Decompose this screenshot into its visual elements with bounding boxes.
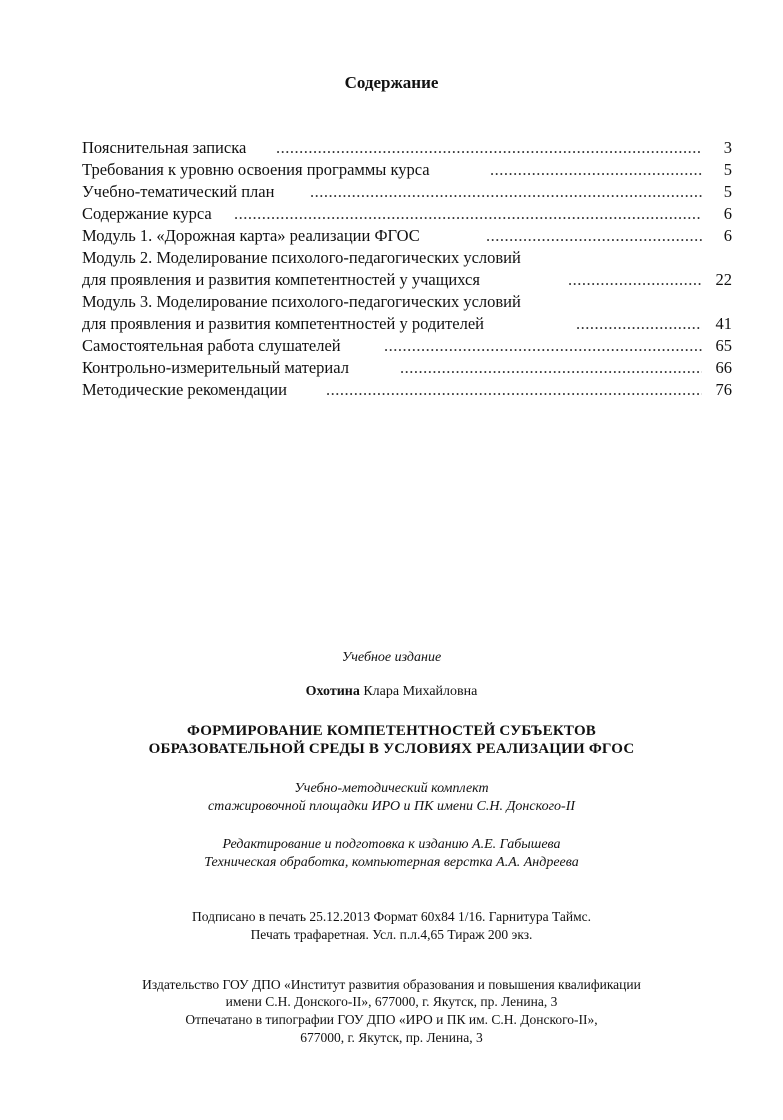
- toc-entry-text: Содержание курса: [82, 204, 212, 223]
- toc-entry-page: 65: [715, 336, 732, 355]
- author-name: Клара Михайловна: [363, 684, 478, 699]
- book-title-line2: ОБРАЗОВАТЕЛЬНОЙ СРЕДЫ В УСЛОВИЯХ РЕАЛИЗАЦИИ ФГОС: [148, 741, 635, 757]
- publisher-line2: имени С.Н. Донского-II», 677000, г. Якутск, пр. Ленина, 3: [225, 994, 558, 1009]
- dot-leader: [310, 181, 702, 203]
- toc-entry: [82, 313, 732, 335]
- editing-credit: Редактирование и подготовка к изданию А.Е. Габышева: [222, 837, 561, 852]
- toc-entry-text: Модуль 3. Моделирование психолого-педагогических условий: [82, 292, 521, 311]
- printer-line1: Отпечатано в типографии ГОУ ДПО «ИРО и ПК им. С.Н. Донского-II»,: [185, 1012, 598, 1027]
- book-subtitle-line1: Учебно-методический комплект: [294, 781, 489, 796]
- toc-entry-page: 5: [723, 160, 732, 179]
- toc-entry: [82, 357, 732, 379]
- toc-entry-text: Требования к уровню освоения программы курса: [82, 160, 430, 179]
- toc-entry-text: Модуль 1. «Дорожная карта» реализации ФГОС: [82, 226, 420, 245]
- toc-entry-text: Контрольно-измерительный материал: [82, 358, 349, 377]
- toc-entry: [82, 137, 732, 159]
- toc-entry-page: 66: [715, 358, 732, 377]
- dot-leader: [400, 357, 702, 379]
- dot-leader: [486, 225, 702, 247]
- toc-entry: [82, 269, 732, 291]
- book-title-line1: ФОРМИРОВАНИЕ КОМПЕТЕНТНОСТЕЙ СУБЪЕКТОВ: [186, 723, 597, 739]
- dot-leader: [384, 335, 702, 357]
- toc-entry-text: Методические рекомендации: [82, 380, 287, 399]
- toc-entry: [82, 247, 732, 269]
- toc-entry-text: для проявления и развития компетентностей у учащихся: [82, 270, 480, 289]
- printer-line2: 677000, г. Якутск, пр. Ленина, 3: [300, 1030, 483, 1045]
- dot-leader: [576, 313, 702, 335]
- dot-leader: [326, 379, 702, 401]
- toc-entry-text: Пояснительная записка: [82, 138, 247, 157]
- toc-entry-text: Самостоятельная работа слушателей: [82, 336, 341, 355]
- toc-entry-text: Учебно-тематический план: [82, 182, 275, 201]
- toc-entry: [82, 159, 732, 181]
- toc-entry-page: 3: [723, 138, 732, 157]
- toc-title: Содержание: [344, 73, 439, 92]
- toc-entry-text: для проявления и развития компетентностей у родителей: [82, 314, 485, 333]
- author-line: [0, 684, 783, 700]
- dot-leader: [490, 159, 702, 181]
- edition-type: Учебное издание: [341, 650, 442, 665]
- table-of-contents: [82, 137, 732, 401]
- toc-entry-page: 6: [723, 204, 732, 223]
- print-details-line1: Подписано в печать 25.12.2013 Формат 60х84 1/16. Гарнитура Таймс.: [191, 909, 592, 924]
- toc-entry-page: 5: [723, 182, 732, 201]
- toc-entry-page: 22: [715, 270, 732, 289]
- toc-entry: [82, 181, 732, 203]
- toc-entry: [82, 203, 732, 225]
- technical-credit: Техническая обработка, компьютерная верстка А.А. Андреева: [204, 855, 579, 870]
- toc-entry: [82, 379, 732, 401]
- toc-entry: [82, 291, 732, 313]
- dot-leader: [276, 137, 702, 159]
- toc-entry-text: Модуль 2. Моделирование психолого-педагогических условий: [82, 248, 521, 267]
- toc-entry-page: 41: [715, 314, 732, 333]
- print-details-line2: Печать трафаретная. Усл. п.л.4,65 Тираж 200 экз.: [250, 927, 533, 942]
- toc-entry: [82, 225, 732, 247]
- dot-leader: [568, 269, 702, 291]
- author-surname: Охотина: [305, 684, 360, 699]
- publisher-line1: Издательство ГОУ ДПО «Институт развития образования и повышения квалификации: [142, 977, 641, 992]
- toc-entry: [82, 335, 732, 357]
- toc-entry-page: 6: [723, 226, 732, 245]
- book-subtitle-line2: стажировочной площадки ИРО и ПК имени С.Н. Донского-II: [207, 799, 576, 814]
- toc-entry-page: 76: [715, 380, 732, 399]
- dot-leader: [234, 203, 702, 225]
